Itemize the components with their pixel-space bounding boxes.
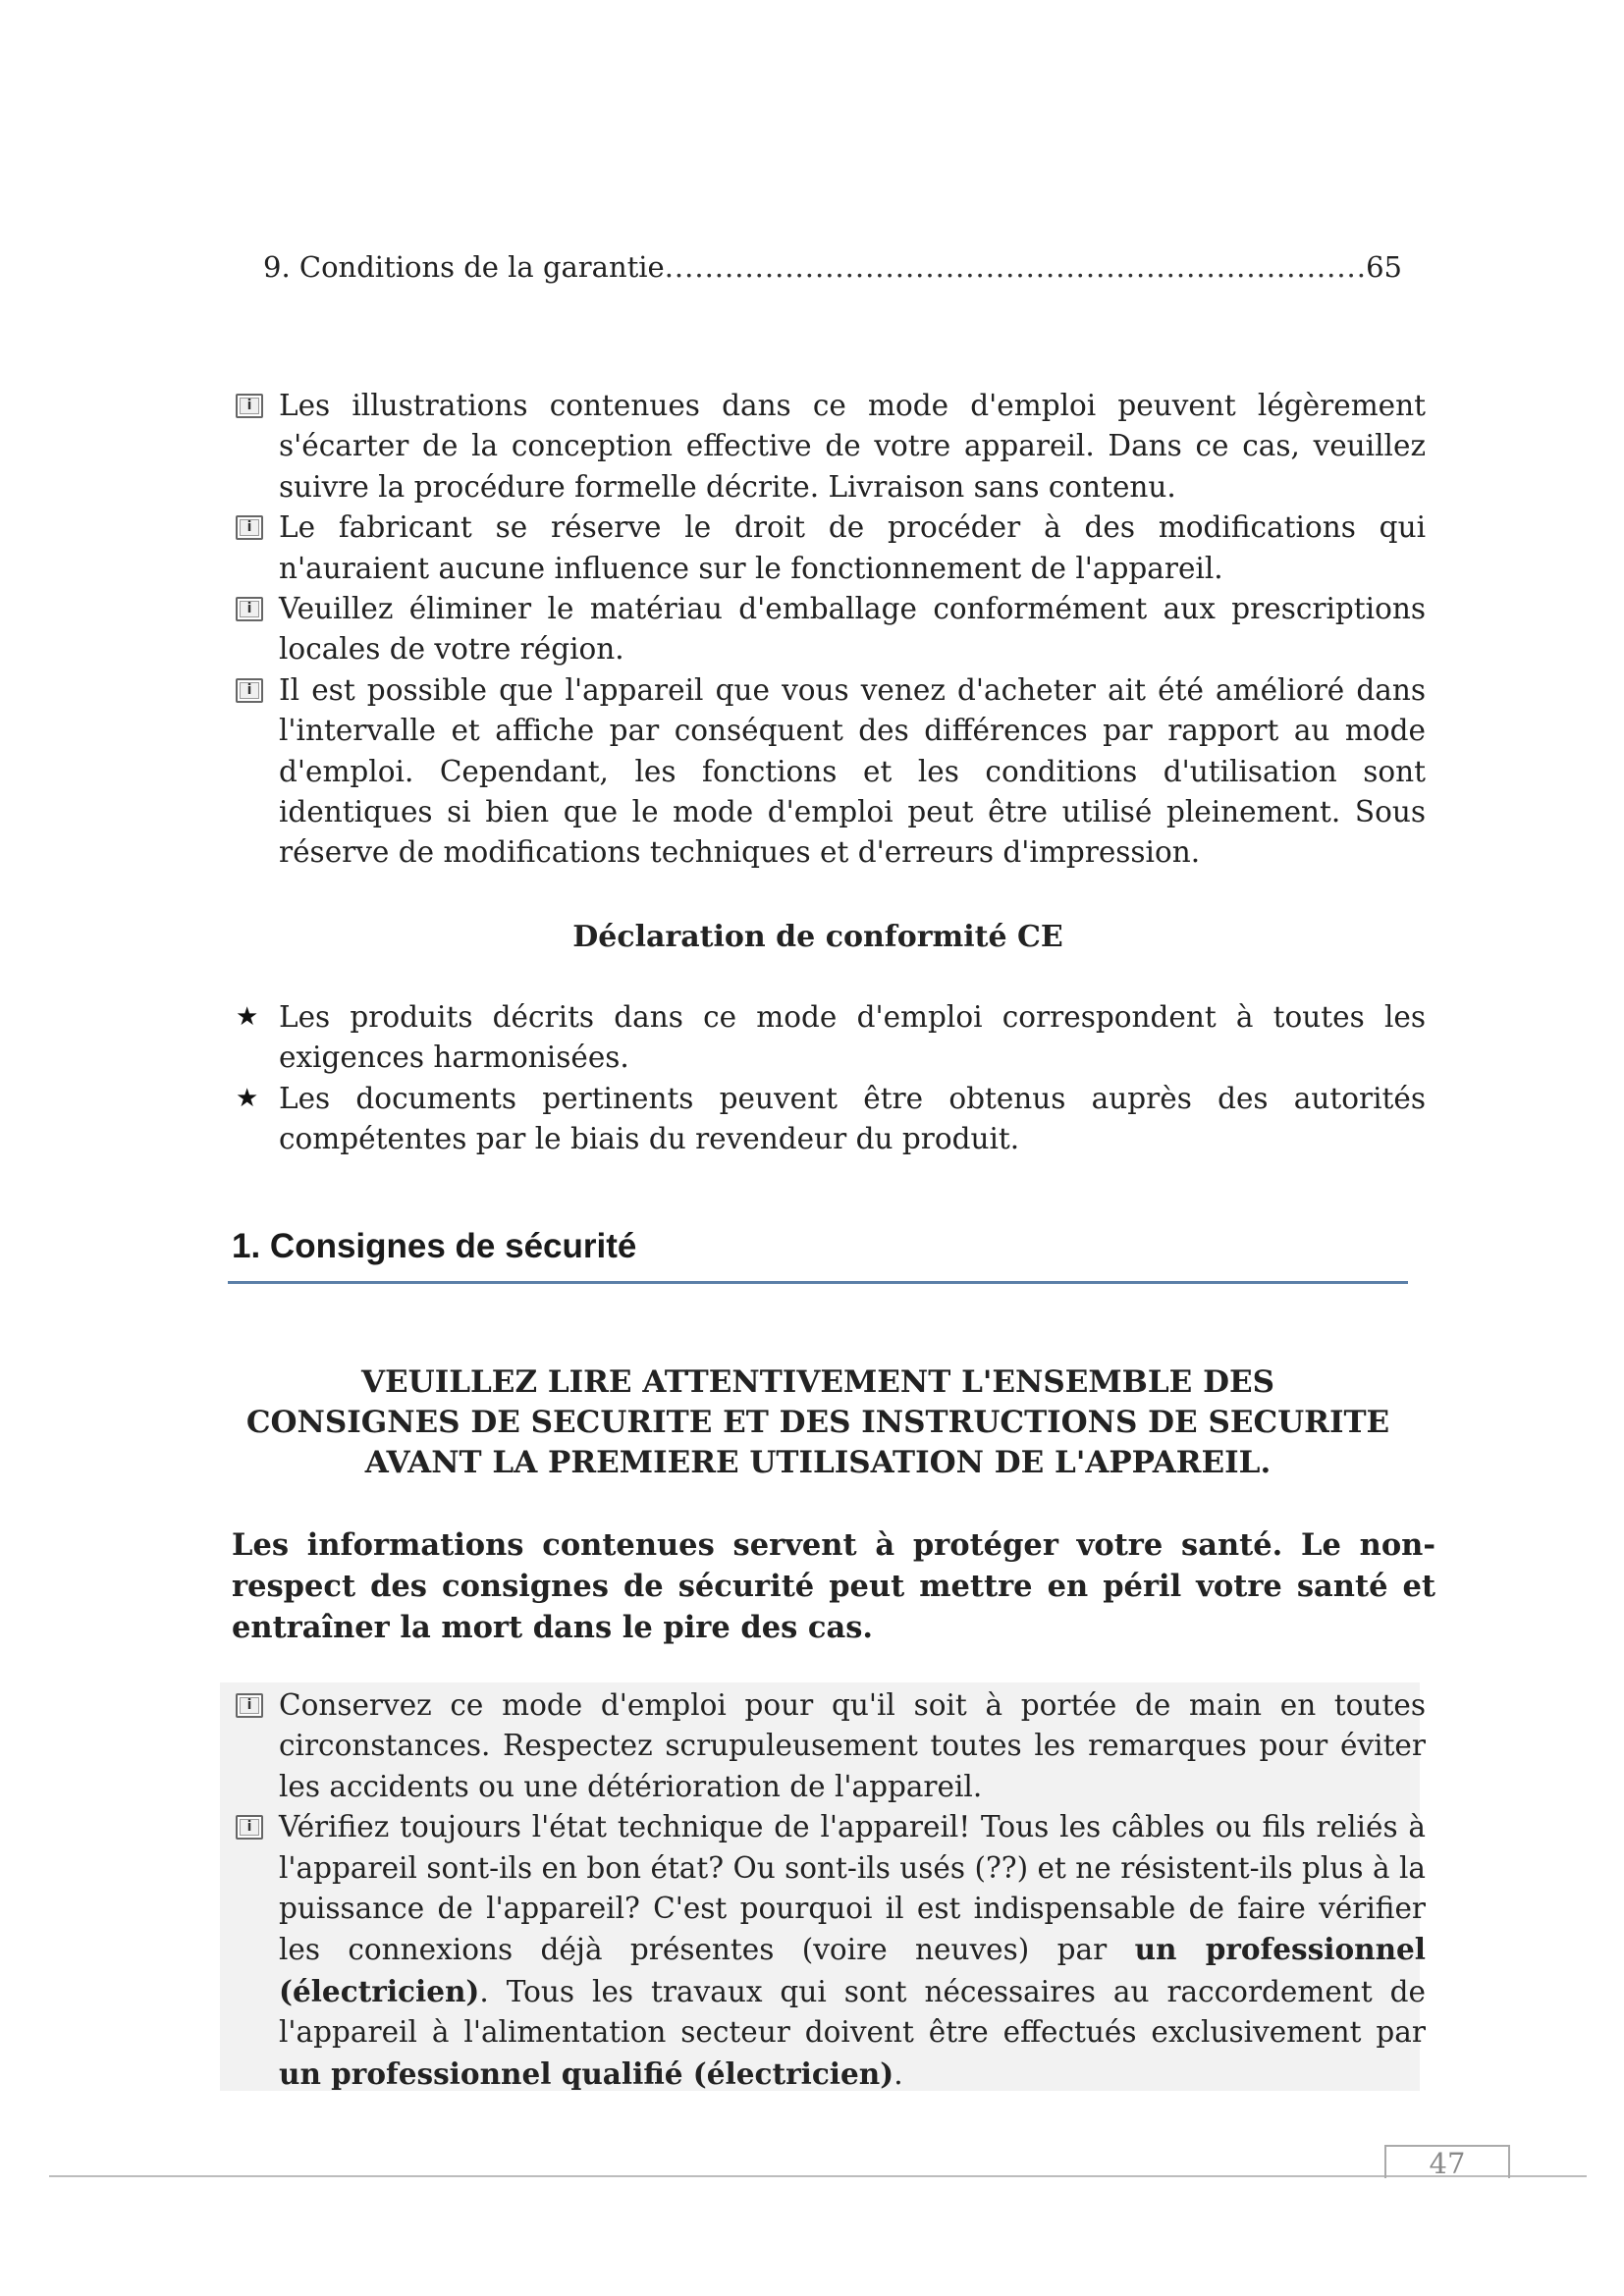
toc-entry-page: 65 (1366, 250, 1402, 284)
emphasis-text: un professionnel (électricien) (279, 1932, 1426, 2008)
info-icon: i (236, 678, 263, 703)
info-icon: i (236, 394, 263, 418)
note-text: Il est possible que l'appareil que vous venez d'acheter ait été amélioré dans l'intervalle et affiche par conséquent des différences par rapport au mode d'emploi. Cependant, les fonctions et les conditions d'utilisation sont identiques si bien que le mode d'emploi peut être utilisé pleinement. Sous réserve de modifications techniques et d'erreurs d'impression. (279, 672, 1426, 870)
warning-line: VEUILLEZ LIRE ATTENTIVEMENT L'ENSEMBLE DES (361, 1364, 1274, 1400)
declaration-text: Les documents pertinents peuvent être obtenus auprès des autorités compétentes par le biais du revendeur du produit. (279, 1081, 1426, 1156)
declaration-text: Les produits décrits dans ce mode d'emploi correspondent à toutes les exigences harmonisées. (279, 1000, 1426, 1075)
emphasis-text: un professionnel qualifié (électricien) (279, 2056, 894, 2091)
safety-note-text: . Tous les travaux qui sont nécessaires au raccordement de l'appareil à l'alimentation secteur doivent être effectués exclusivement par (279, 1974, 1426, 2050)
safety-note-text: Conservez ce mode d'emploi pour qu'il soit à portée de main en toutes circonstances. Respectez scrupuleusement toutes les remarques pour éviter les accidents ou une détérioration de l'appareil. (279, 1688, 1426, 1803)
section-heading-rule (228, 1281, 1408, 1284)
note-text: Les illustrations contenues dans ce mode d'emploi peuvent légèrement s'écarter de la conception effective de votre appareil. Dans ce cas, veuillez suivre la procédure formelle décrite. Livraison sans contenu. (279, 389, 1426, 504)
info-notes-list (232, 386, 1426, 874)
safety-warning (232, 1362, 1404, 1483)
declaration-title: Déclaration de conformité CE (572, 920, 1063, 954)
list-item (232, 1807, 1426, 2095)
safety-intro: Les informations contenues servent à protéger votre santé. Le non-respect des consignes de sécurité peut mettre en péril votre santé et entraîner la mort dans le pire des cas. (232, 1527, 1435, 1645)
info-icon: i (236, 1815, 263, 1840)
toc-entry (263, 247, 1402, 287)
list-item (232, 997, 1426, 1079)
safety-notes-list (232, 1685, 1426, 2095)
section-heading: 1. Consignes de sécurité (232, 1227, 637, 1265)
list-item (232, 386, 1426, 507)
list-item (232, 670, 1426, 874)
footer-rule (49, 2175, 1587, 2177)
info-icon: i (236, 597, 263, 621)
safety-note-text: . (893, 2056, 903, 2091)
list-item (232, 589, 1426, 670)
declaration-list (232, 997, 1426, 1160)
toc-entry-label: 9. Conditions de la garantie (263, 250, 665, 284)
info-icon: i (236, 515, 263, 540)
page-number: 47 (1384, 2145, 1510, 2178)
warning-line: CONSIGNES DE SECURITE ET DES INSTRUCTIONS DE SECURITE (245, 1405, 1390, 1440)
note-text: Veuillez éliminer le matériau d'emballage conformément aux prescriptions locales de votre région. (279, 592, 1426, 667)
list-item (232, 1079, 1426, 1160)
warning-line: AVANT LA PREMIERE UTILISATION DE L'APPAREIL. (364, 1445, 1272, 1480)
list-item (232, 507, 1426, 589)
safety-note-text: Vérifiez toujours l'état technique de l'appareil! Tous les câbles ou fils reliés à l'appareil sont-ils en bon état? Ou sont-ils usés (??) et ne résistent-ils plus à la puissance de l'appareil? C'est pourquoi il est indispensable de faire vérifier les connexions déjà présentes (voire neuves) par (279, 1810, 1426, 1967)
star-icon: ★ (236, 1002, 259, 1032)
info-icon: i (236, 1693, 263, 1718)
note-text: Le fabricant se réserve le droit de procéder à des modifications qui n'auraient aucune influence sur le fonctionnement de l'appareil. (279, 510, 1426, 585)
star-icon: ★ (236, 1083, 259, 1113)
toc-leader-dots (665, 247, 1366, 287)
list-item (232, 1685, 1426, 1807)
